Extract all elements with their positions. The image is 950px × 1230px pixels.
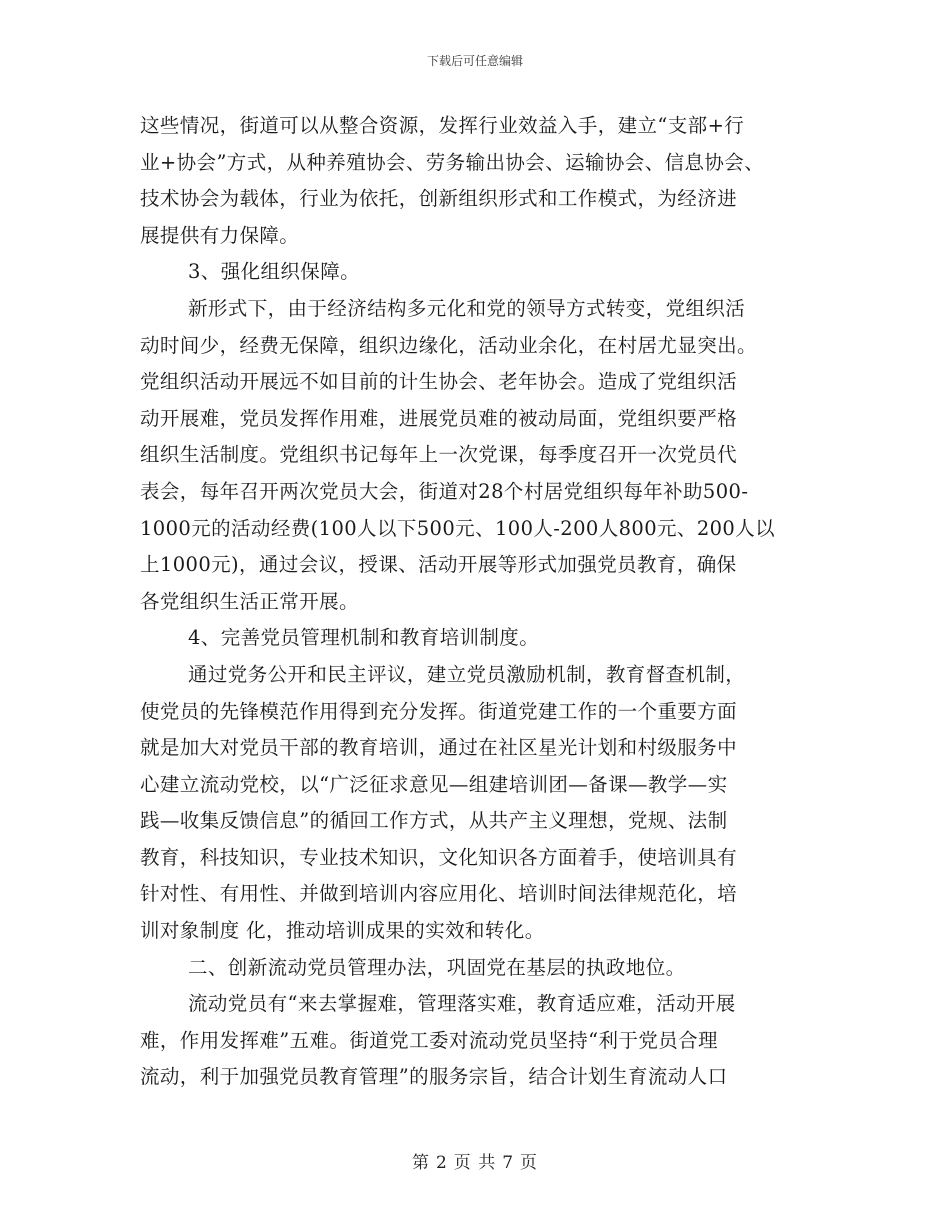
text-line: 流动党员有“来去掌握难，管理落实难，教育适应难，活动开展 [188,992,736,1016]
text-line: 各党组织生活正常开展。 [140,589,359,613]
page-footer [0,1148,950,1173]
text-line: 训对象制度 化，推动培训成果的实效和转化。 [140,919,545,943]
footer-prefix: 第 [411,1153,430,1173]
text-line: 动时间少，经费无保障，组织边缘化，活动业余化，在村居尤显突出。 [140,333,757,357]
footer-suffix: 页 [520,1153,539,1173]
text-line: 上1000元)，通过会议，授课、活动开展等形式加强党员教育，确保 [140,553,737,577]
text-line: 党组织活动开展远不如目前的计生协会、老年协会。造成了党组织活 [140,370,738,394]
text-line: 动开展难，党员发挥作用难，进展党员难的被动局面，党组织要严格 [140,406,738,430]
text-line: 新形式下，由于经济结构多元化和党的领导方式转变，党组织活 [188,296,746,320]
text-line: 3、强化组织保障。 [188,260,361,284]
text-line: 流动，利于加强党员教育管理”的服务宗旨，结合计划生育流动人口 [140,1065,728,1089]
text-line: 针对性、有用性、并做到培训内容应用化、培训时间法律规范化，培 [140,882,738,906]
text-line: 通过党务公开和民主评议，建立党员激励机制，教育督查机制， [188,662,746,686]
footer-page-number: 2 [435,1153,448,1173]
text-line: 这些情况，街道可以从整合资源，发挥行业效益入手，建立“支部+行 [140,114,745,137]
page-header: 下载后可任意编辑 [426,54,523,68]
text-line: 二、创新流动党员管理办法，巩固党在基层的执政地位。 [188,955,686,979]
text-line: 表会，每年召开两次党员大会，街道对28个村居党组织每年补助500- [140,479,749,503]
text-line: 业+协会”方式，从种养殖协会、劳务输出协会、运输协会、信息协会、 [140,150,765,174]
text-line: 展提供有力保障。 [140,223,300,247]
body-text [140,108,830,1096]
text-line: 4、完善党员管理机制和教育培训制度。 [188,626,540,650]
text-line: 心建立流动党校，以“广泛征求意见—组建培训团—备课—教学—实 [140,772,728,796]
text-line: 践—收集反馈信息”的循回工作方式，从共产主义理想，党规、法制 [140,809,728,833]
footer-middle: 页 共 [453,1153,497,1173]
text-line: 1000元的活动经费(100人以下500元、100人-200人800元、200人以 [140,516,776,540]
text-line: 使党员的先锋模范作用得到充分发挥。街道党建工作的一个重要方面 [140,699,738,723]
text-line: 组织生活制度。党组织书记每年上一次党课，每季度召开一次党员代 [140,443,738,467]
text-line: 就是加大对党员干部的教育培训，通过在社区星光计划和村级服务中 [140,736,738,760]
text-line: 技术协会为载体，行业为依托，创新组织形式和工作模式，为经济进 [140,187,738,211]
footer-total-pages: 7 [502,1153,515,1173]
text-line: 教育，科技知识，专业技术知识，文化知识各方面着手，使培训具有 [140,845,738,869]
text-line: 难，作用发挥难”五难。街道党工委对流动党员坚持“利于党员合理 [140,1028,718,1052]
